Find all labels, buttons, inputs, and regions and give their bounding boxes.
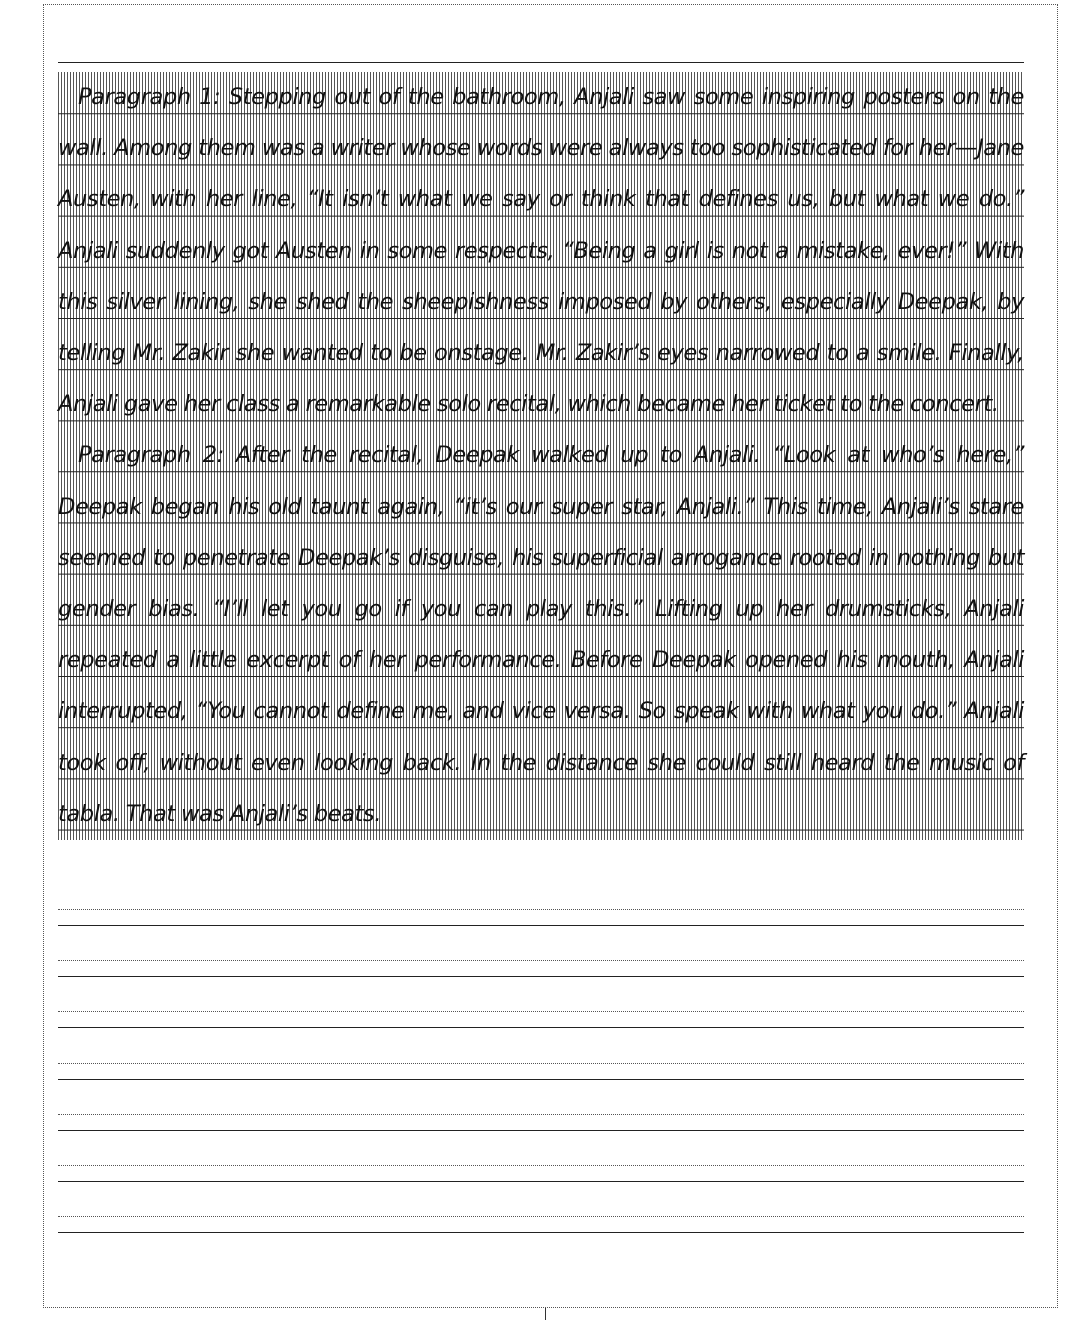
paragraph-2-label: Paragraph 2: (78, 442, 224, 469)
blank-line (58, 944, 1024, 995)
blank-line (58, 995, 1024, 1046)
top-ruled-line (58, 62, 1024, 63)
blank-writing-lines (58, 893, 1024, 1251)
paragraph-1-label: Paragraph 1: (78, 84, 221, 110)
page-marker (545, 1308, 546, 1320)
blank-line (58, 1149, 1024, 1200)
blank-line (58, 1200, 1024, 1251)
paragraph-2 (58, 430, 1024, 840)
paragraph-1-text: Stepping out of the bathroom, Anjali saw some inspiring posters on the wall. Among them was a writer whose words were always too sophisticated for her—Jane Austen, with her line, “It isn’t what we say or think that defines us, but what we do.” Anjali suddenly got Austen in some respects, “Being a girl is not a mistake, ever!” With this silver lining, she shed the sheepishness imposed by others, especially Deepak, by telling Mr. Zakir she wanted to be onstage. Mr. Zakir’s eyes narrowed to a smile. Finally, Anjali gave her class a remarkable solo recital, which became her ticket to the concert. (58, 84, 1024, 418)
paragraph-1 (58, 72, 1024, 430)
paragraph-2-text: After the recital, Deepak walked up to Anjali. “Look at who’s here,” Deepak began his old taunt again, “it’s our super star, Anjali.” This time, Anjali’s stare seemed to penetrate Deepak’s disguise, his superficial arrogance rooted in nothing but gender bias. “I’ll let you go if you can play this.” Lifting up her drumsticks, Anjali repeated a little excerpt of her performance. Before Deepak opened his mouth, Anjali interrupted, “You cannot define me, and vice versa. So speak with what you do.” Anjali took off, without even looking back. In the distance she could still heard the music of tabla. That was Anjali’s beats. (58, 442, 1024, 827)
blank-line (58, 1098, 1024, 1149)
blank-line (58, 893, 1024, 944)
blank-line (58, 1047, 1024, 1098)
writing-area (58, 72, 1024, 840)
